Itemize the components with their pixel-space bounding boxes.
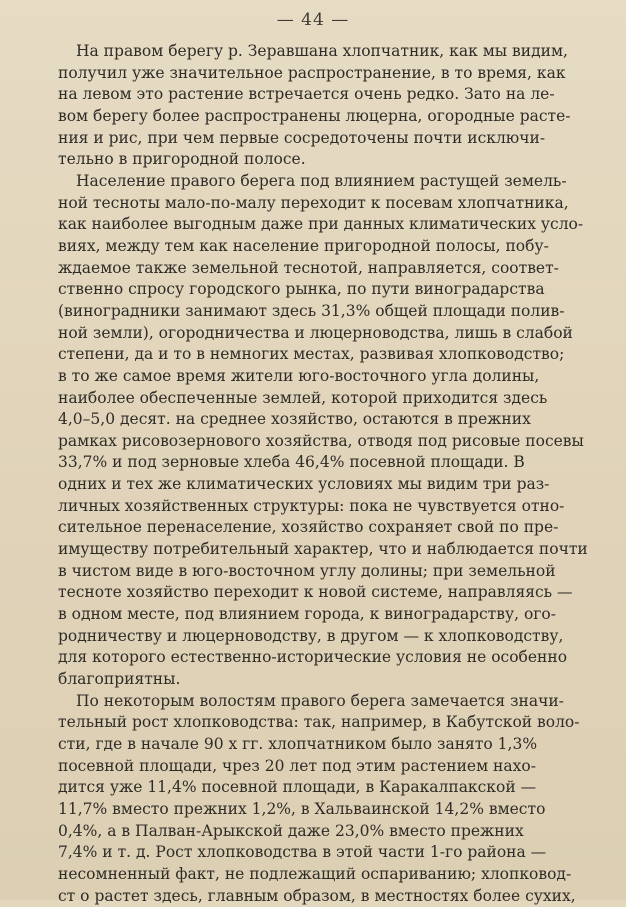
body-text — [58, 41, 613, 907]
text-line: ст о растет здесь, главным образом, в местностях более сухих, — [58, 886, 576, 905]
text-line: сти, где в начале 90 х гг. хлопчатником было занято 1,3% — [58, 735, 538, 753]
text-line: 4,0–5,0 десят. на среднее хозяйство, остаются в прежних — [58, 410, 531, 429]
paragraph — [58, 691, 613, 907]
text-line: 33,7% и под зерновые хлеба 46,4% посевной площади. В — [58, 453, 525, 472]
text-line: (виноградники занимают здесь 31,3% общей площади полив- — [58, 301, 565, 320]
text-line: одних и тех же климатических условиях мы видим три раз- — [58, 475, 550, 494]
text-line: степени, да и то в немногих местах, развивая хлопководство; — [58, 345, 565, 364]
text-line: 11,7% вместо прежних 1,2%, в Хальваинской 14,2% вместо — [58, 799, 546, 818]
text-line: тесноте хозяйство переходит к новой системе, направляясь — — [58, 583, 573, 602]
text-line: на левом это растение встречается очень редко. Зато на ле- — [58, 85, 555, 104]
text-line: благоприятны. — [58, 670, 181, 689]
text-line: наиболее обеспеченные землей, которой приходится здесь — [58, 388, 548, 407]
paragraph — [58, 171, 613, 691]
text-line: посевной площади, чрез 20 лет под этим растением нахо- — [58, 756, 536, 775]
text-line: По некоторым волостям правого берега замечается значи- — [76, 691, 564, 710]
text-line: в чистом виде в юго-восточном углу долины; при земельной — [58, 561, 556, 580]
text-line: ной земли), огородничества и люцерноводства, лишь в слабой — [58, 323, 573, 342]
text-line: получил уже значительное распространение, в то время, как — [58, 63, 566, 82]
text-line: тельно в пригородной полосе. — [58, 150, 306, 169]
text-line: личных хозяйственных структуры: пока не чувствуется отно- — [58, 496, 565, 515]
text-line: ждаемое также земельной теснотой, направляется, соответ- — [58, 258, 559, 277]
text-line: Население правого берега под влиянием растущей земель- — [76, 171, 567, 190]
paragraph — [58, 41, 613, 171]
text-line: вом берегу более распространены люцерна, огородные расте- — [58, 106, 571, 125]
text-line: имуществу потребительный характер, что и наблюдается почти — [58, 540, 588, 559]
text-line: ния и рис, при чем первые сосредоточены почти исключи- — [58, 128, 546, 147]
text-line: рамках рисовозернового хозяйства, отводя под рисовые посевы — [58, 431, 584, 450]
text-line: для которого естественно-исторические условия не особенно — [58, 648, 568, 667]
text-line: 0,4%, а в Палван-Арыкской даже 23,0% вместо прежних — [58, 821, 524, 840]
text-line: виях, между тем как население пригородной полосы, побу- — [58, 236, 549, 255]
text-line: в одном месте, под влиянием города, к виноградарству, ого- — [58, 605, 556, 624]
text-line: ной тесноты мало-по-малу переходит к посевам хлопчатника, — [58, 193, 569, 212]
text-line: в то же самое время жители юго-восточного угла долины, — [58, 366, 540, 385]
text-line: сительное перенаселение, хозяйство сохраняет свой по пре- — [58, 518, 559, 537]
text-line: как наиболее выгодным даже при данных климатических усло- — [58, 215, 584, 234]
text-line: ственно спросу городского рынка, по пути виноградарства — [58, 280, 545, 299]
text-line: родничеству и люцерноводству, в другом — к хлопководству, — [58, 626, 564, 645]
text-line: несомненный факт, не подлежащий оспариванию; хлопковод- — [58, 864, 572, 883]
text-line: тельный рост хлопководства: так, например, в Кабутской воло- — [58, 713, 580, 732]
page-number: — 44 — — [276, 10, 350, 30]
text-line: 7,4% и т. д. Рост хлопководства в этой части 1-го района — — [58, 843, 547, 862]
text-line: На правом берегу р. Зеравшана хлопчатник, как мы видим, — [76, 42, 568, 60]
text-line: дится уже 11,4% посевной площади, в Каракалпакской — — [58, 778, 537, 797]
